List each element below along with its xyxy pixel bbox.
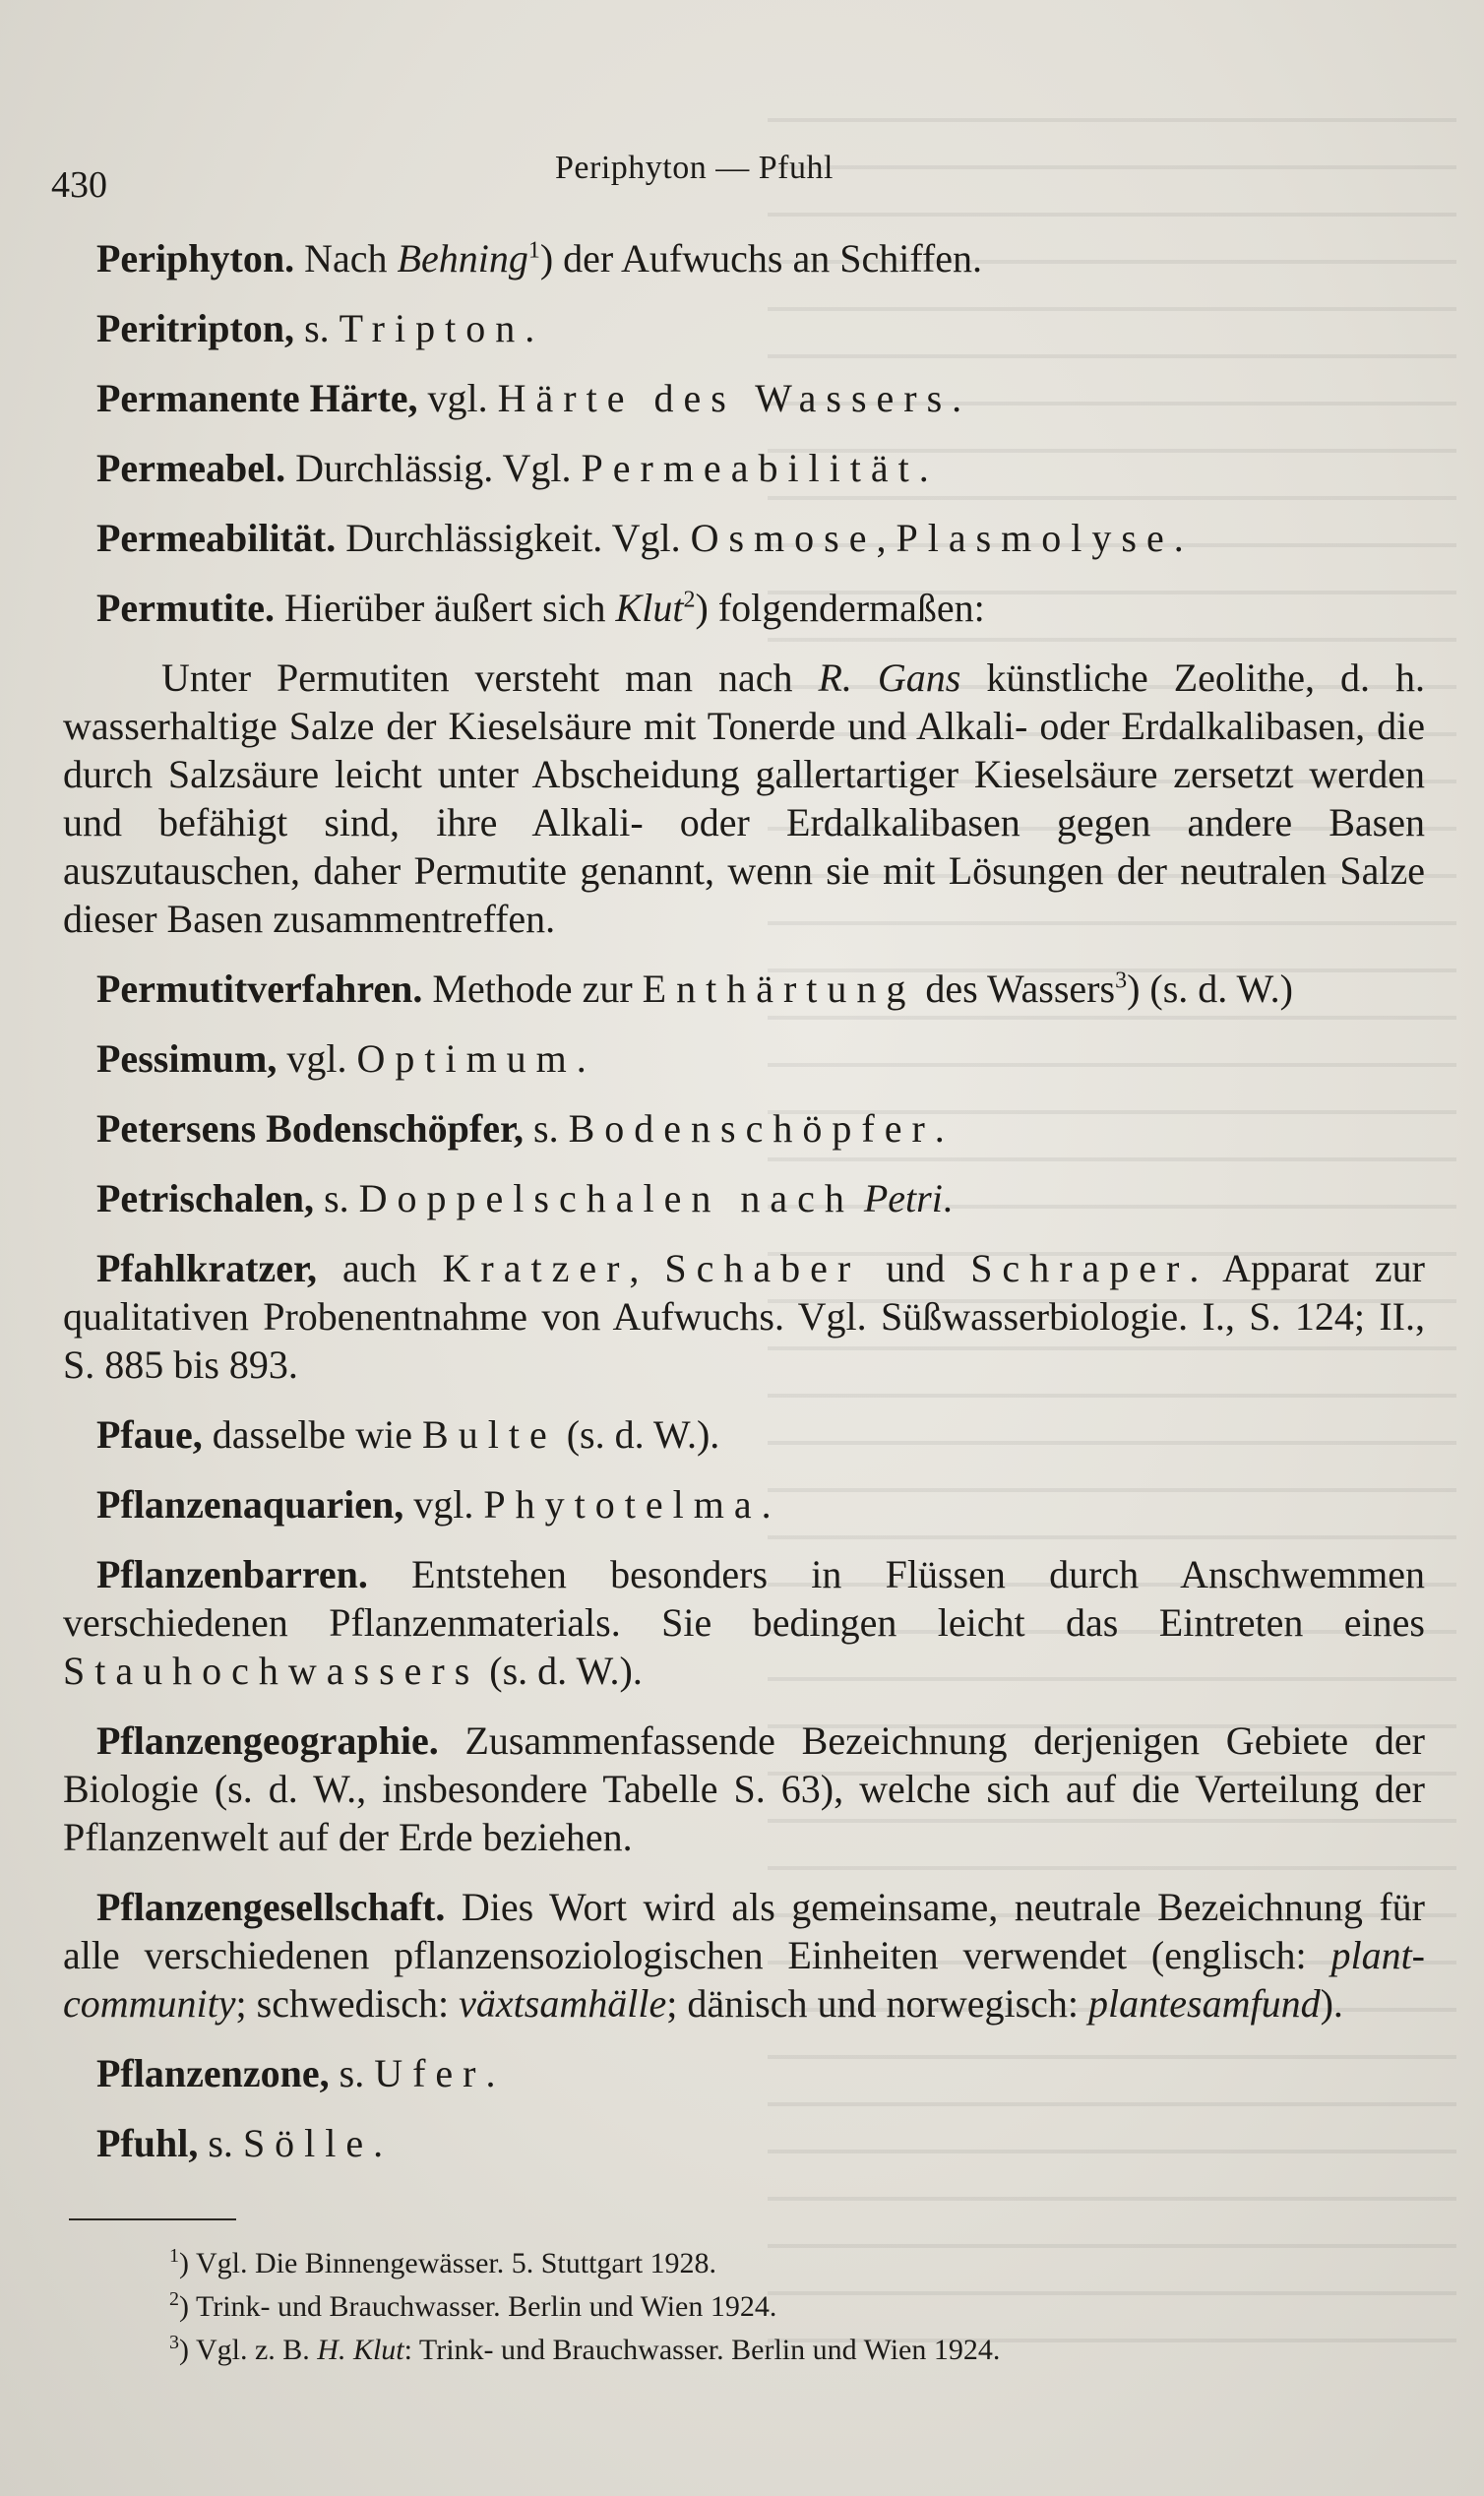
permutite-quote: Unter Permutiten versteht man nach R. Gans künstliche Zeolithe, d. h. wasserhaltige Salze der Kieselsäure mit Tonerde und Alkali- oder Erdalkalibasen, die durch Salzsäure leicht unter Abscheidung gallertartiger Kieselsäure zersetzt werden und befähigt sind, ihre Alkali- oder Erdalkalibasen gegen andere Basen auszutauschen, daher Permutite genannt, wenn sie mit Lösungen der neutralen Salze dieser Basen zusammentreffen. — [63, 655, 1425, 941]
entry-pflanzenzone: Pflanzenzone, s. Ufer. — [96, 2051, 496, 2095]
footnote-2: $^2$) Trink- und Brauchwasser. Berlin und Wien 1924. — [169, 2288, 777, 2323]
entry-pessimum: Pessimum, vgl. Optimum. — [96, 1036, 587, 1081]
entry-pflanzenaquarien: Pflanzenaquarien, vgl. Phytotelma. — [96, 1482, 772, 1527]
entry-pfaue: Pfaue, dasselbe wie Bulte (s. d. W.). — [96, 1412, 720, 1457]
running-head: Periphyton — Pfuhl — [555, 150, 834, 186]
entry-pflanzenbarren: Pflanzenbarren. Entstehen besonders in Flüssen durch Anschwemmen verschiedenen Pflanzenmaterials. Sie bedingen leicht das Eintreten eines Stauhochwassers (s. d. W.). — [63, 1552, 1425, 1693]
entry-permanente-haerte: Permanente Härte, vgl. Härte des Wassers. — [96, 376, 962, 420]
entry-pflanzengeographie: Pflanzengeographie. Zusammenfassende Bezeichnung derjenigen Gebiete der Biologie (s. d. W., insbesondere Tabelle S. 63), welche sich auf die Verteilung der Pflanzenwelt auf der Erde beziehen. — [63, 1718, 1425, 1859]
footnote-1: $^1$) Vgl. Die Binnengewässer. 5. Stuttgart 1928. — [169, 2245, 717, 2279]
entry-permutitverfahren: Permutitverfahren. Methode zur Enthärtung des Wassers$^3$) (s. d. W.) — [96, 967, 1293, 1011]
entry-periphyton: Periphyton. Nach Behning$^1$) der Aufwuchs an Schiffen. — [96, 236, 982, 281]
entry-peritripton: Peritripton, s. Tripton. — [96, 306, 535, 350]
footnote-3: $^3$) Vgl. z. B. H. Klut: Trink- und Brauchwasser. Berlin und Wien 1924. — [169, 2332, 1001, 2366]
entry-petersens-bodenschoepfer: Petersens Bodenschöpfer, s. Bodenschöpfer. — [96, 1106, 945, 1151]
entry-pfahlkratzer: Pfahlkratzer, auch Kratzer, Schaber und Schraper. Apparat zur qualitativen Probenentnahme von Aufwuchs. Vgl. Süßwasserbiologie. I., S. 124; II., S. 885 bis 893. — [63, 1246, 1425, 1387]
page-number: 430 — [51, 164, 107, 206]
page-header — [51, 138, 1425, 206]
entry-permeabel: Permeabel. Durchlässig. Vgl. Permeabilität. — [96, 446, 929, 490]
footnote-rule — [69, 2218, 236, 2220]
entry-permutite: Permutite. Hierüber äußert sich Klut$^2$) folgendermaßen: — [96, 586, 985, 630]
entry-permeabilitaet: Permeabilität. Durchlässigkeit. Vgl. Osmose, Plasmolyse. — [96, 516, 1184, 560]
entry-pflanzengesellschaft: Pflanzengesellschaft. Dies Wort wird als gemeinsame, neutrale Bezeichnung für alle verschiedenen pflanzensoziologischen Einheiten verwendet (englisch: plant-community; schwedisch: växtsamhälle; dänisch und norwegisch: plantesamfund). — [63, 1885, 1425, 2026]
entry-petrischalen: Petrischalen, s. Doppelschalen nach Petri. — [96, 1176, 953, 1220]
entry-pfuhl: Pfuhl, s. Sölle. — [96, 2121, 384, 2165]
